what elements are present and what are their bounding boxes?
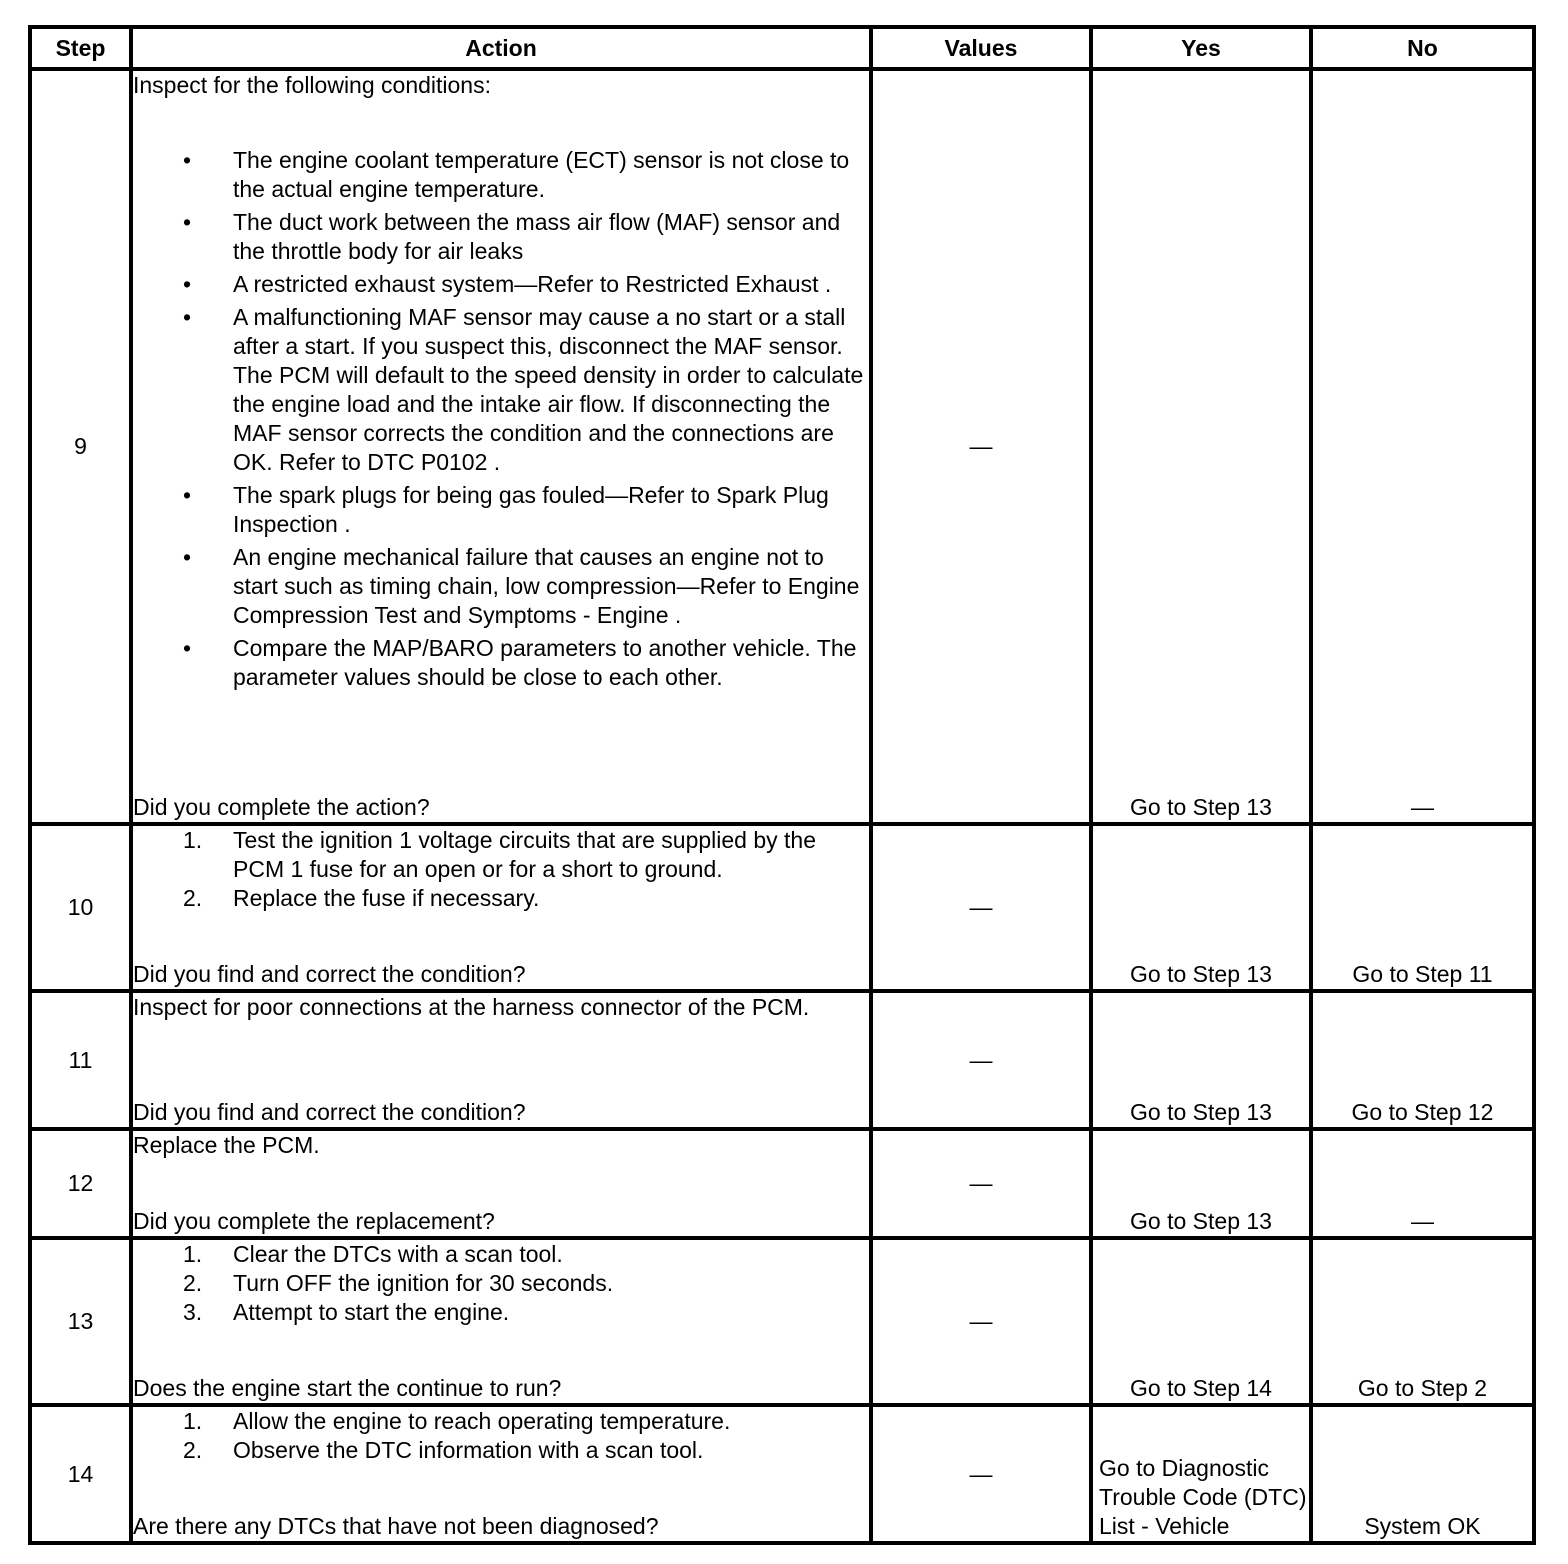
- yes-cell: Go to Step 13: [1091, 824, 1311, 991]
- action-cell: [131, 1238, 871, 1405]
- table-row: [30, 69, 1534, 824]
- no-cell: System OK: [1311, 1405, 1534, 1543]
- list-item: 1. Clear the DTCs with a scan tool.: [183, 1241, 563, 1267]
- action-intro: Inspect for the following conditions:: [133, 72, 491, 98]
- action-cell: [131, 824, 871, 991]
- values-cell: —: [871, 69, 1091, 824]
- yes-cell: Go to Step 14: [1091, 1238, 1311, 1405]
- list-item: • The engine coolant temperature (ECT) sensor is not close to the actual engine temperature.: [133, 146, 869, 204]
- diagnostic-table: [28, 25, 1536, 1545]
- no-cell: Go to Step 12: [1311, 991, 1534, 1129]
- yes-cell: Go to Diagnostic Trouble Code (DTC) List - Vehicle: [1091, 1405, 1311, 1543]
- action-question: Did you complete the replacement?: [133, 1208, 495, 1234]
- table-row: [30, 1129, 1534, 1238]
- action-intro: Inspect for poor connections at the harness connector of the PCM.: [133, 994, 810, 1020]
- list-item: 1. Allow the engine to reach operating temperature.: [183, 1408, 731, 1434]
- table-row: [30, 1405, 1534, 1543]
- condition-list: [133, 146, 869, 692]
- action-cell: [131, 1405, 871, 1543]
- header-yes: Yes: [1091, 27, 1311, 69]
- step-number: 12: [30, 1129, 131, 1238]
- header-step: Step: [30, 27, 131, 69]
- no-cell: —: [1311, 69, 1534, 824]
- header-row: [30, 27, 1534, 69]
- values-cell: —: [871, 1238, 1091, 1405]
- action-question: Are there any DTCs that have not been diagnosed?: [133, 1513, 659, 1539]
- no-cell: Go to Step 11: [1311, 824, 1534, 991]
- yes-cell: Go to Step 13: [1091, 991, 1311, 1129]
- values-cell: —: [871, 824, 1091, 991]
- values-cell: —: [871, 991, 1091, 1129]
- no-cell: —: [1311, 1129, 1534, 1238]
- list-item: 1. Test the ignition 1 voltage circuits that are supplied by the PCM 1 fuse for an open or for a short to ground.: [183, 827, 817, 882]
- step-list: [133, 1240, 869, 1327]
- list-item: • Compare the MAP/BARO parameters to another vehicle. The parameter values should be close to each other.: [133, 634, 869, 692]
- action-question: Did you complete the action?: [133, 794, 430, 820]
- table-row: [30, 824, 1534, 991]
- header-values: Values: [871, 27, 1091, 69]
- step-number: 13: [30, 1238, 131, 1405]
- list-item: • The duct work between the mass air flow (MAF) sensor and the throttle body for air leaks: [133, 208, 869, 266]
- action-cell: [131, 991, 871, 1129]
- yes-cell: Go to Step 13: [1091, 1129, 1311, 1238]
- header-action: Action: [131, 27, 871, 69]
- step-list: [133, 1407, 869, 1465]
- list-item: 2. Replace the fuse if necessary.: [183, 885, 540, 911]
- list-item: • The spark plugs for being gas fouled—Refer to Spark Plug Inspection .: [133, 481, 869, 539]
- no-cell: Go to Step 2: [1311, 1238, 1534, 1405]
- step-list: [133, 826, 869, 913]
- action-question: Does the engine start the continue to run?: [133, 1375, 562, 1401]
- list-item: • An engine mechanical failure that causes an engine not to start such as timing chain, low compression—Refer to Engine Compression Test and Symptoms - Engine .: [133, 543, 869, 630]
- values-cell: —: [871, 1129, 1091, 1238]
- step-number: 11: [30, 991, 131, 1129]
- action-question: Did you find and correct the condition?: [133, 1099, 526, 1125]
- action-intro: Replace the PCM.: [133, 1132, 320, 1158]
- list-item: • A malfunctioning MAF sensor may cause a no start or a stall after a start. If you suspect this, disconnect the MAF sensor. The PCM will default to the speed density in order to calculate the engine load and the intake air flow. If disconnecting the MAF sensor corrects the condition and the connections are OK. Refer to DTC P0102 .: [133, 303, 869, 477]
- step-number: 10: [30, 824, 131, 991]
- step-number: 14: [30, 1405, 131, 1543]
- action-cell: [131, 1129, 871, 1238]
- header-no: No: [1311, 27, 1534, 69]
- list-item: 2. Observe the DTC information with a scan tool.: [183, 1437, 704, 1463]
- action-cell: [131, 69, 871, 824]
- step-number: 9: [30, 69, 131, 824]
- list-item: 3. Attempt to start the engine.: [183, 1299, 510, 1325]
- table-row: [30, 1238, 1534, 1405]
- list-item: 2. Turn OFF the ignition for 30 seconds.: [183, 1270, 614, 1296]
- table-row: [30, 991, 1534, 1129]
- action-question: Did you find and correct the condition?: [133, 961, 526, 987]
- yes-cell: Go to Step 13: [1091, 69, 1311, 824]
- list-item: • A restricted exhaust system—Refer to Restricted Exhaust .: [133, 270, 869, 299]
- values-cell: —: [871, 1405, 1091, 1543]
